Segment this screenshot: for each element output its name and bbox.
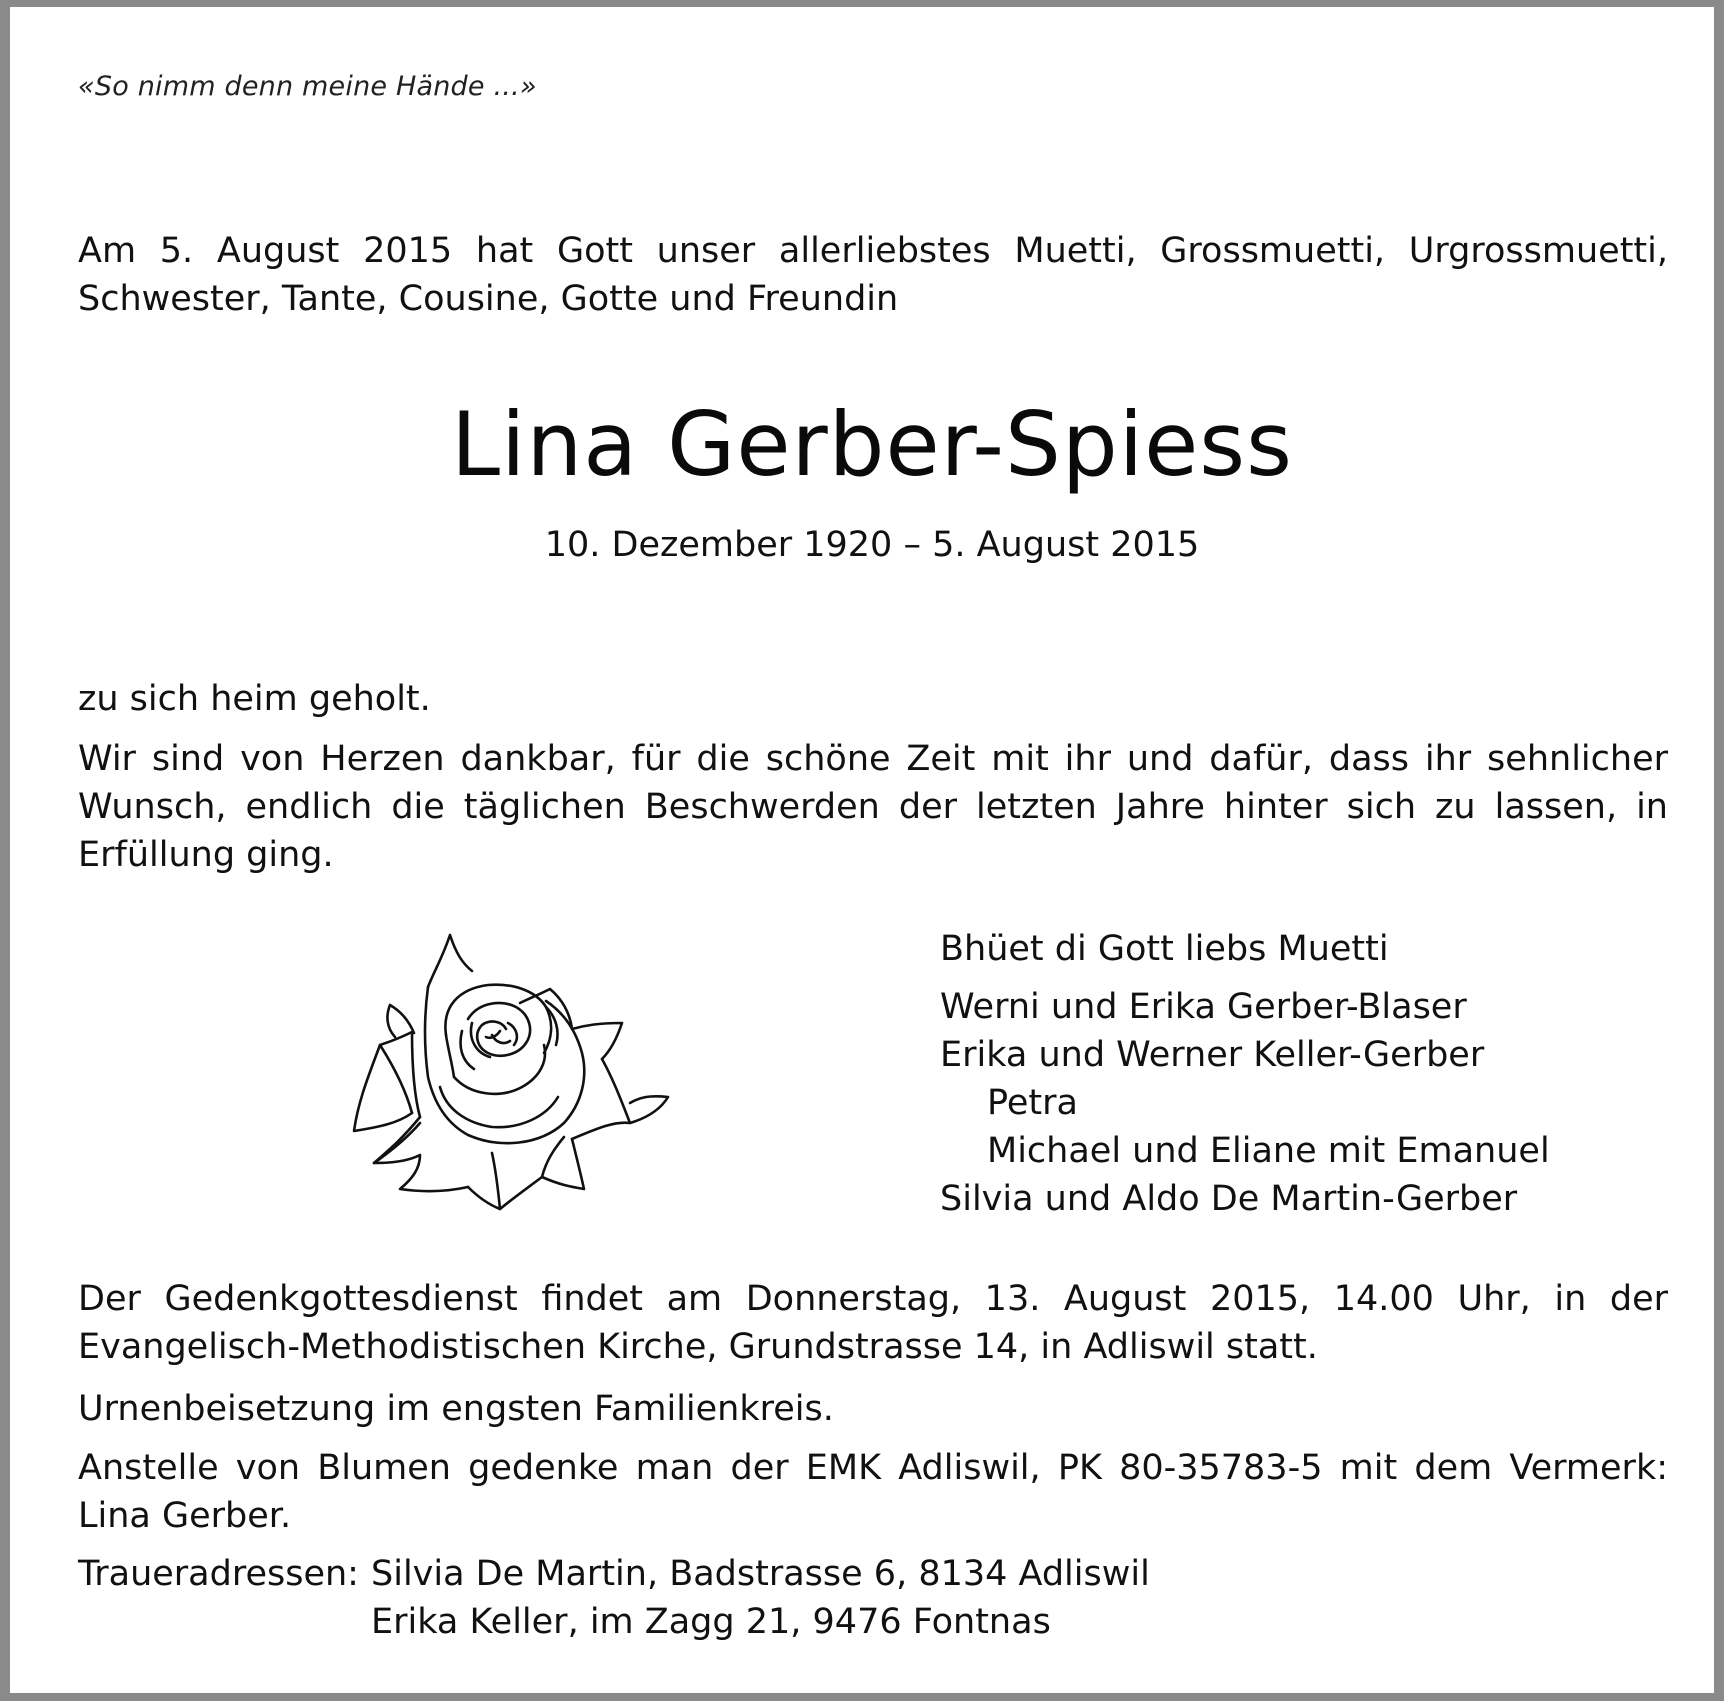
family-line: Petra [987,1083,1078,1123]
signature-block [940,925,1550,1223]
family-line: Silvia und Aldo De Martin-Gerber [940,1179,1518,1219]
family-line: Erika und Werner Keller-Gerber [940,1035,1485,1075]
family-line: Michael und Eliane mit Emanuel [987,1131,1550,1171]
donation-paragraph: Anstelle von Blumen gedenke man der EMK Adliswil, PK 80-35783-5 mit dem Vermerk: Lina Gerber. [78,1448,1668,1536]
farewell-line: Bhüet di Gott liebs Muetti [940,929,1389,969]
address-line: Silvia De Martin, Badstrasse 6, 8134 Adliswil [371,1554,1150,1594]
rose-icon [350,927,670,1212]
gratitude-paragraph: Wir sind von Herzen dankbar, für die schöne Zeit mit ihr und dafür, dass ihr sehnlicher Wunsch, endlich die täglichen Beschwerden der letzten Jahre hinter sich zu lassen, in Erfüllung ging. [78,739,1668,875]
family-line: Werni und Erika Gerber-Blaser [940,987,1467,1027]
intro-paragraph: Am 5. August 2015 hat Gott unser allerliebstes Muetti, Grossmuetti, Urgrossmuetti, Schwester, Tante, Cousine, Gotte und Freundin [78,231,1668,319]
addresses-list [371,1550,1150,1646]
burial-line: Urnenbeisetzung im engsten Familienkreis. [78,1389,834,1429]
homecoming-line: zu sich heim geholt. [78,679,431,719]
deceased-name: Lina Gerber-Spiess [451,393,1293,496]
address-line: Erika Keller, im Zagg 21, 9476 Fontnas [371,1602,1051,1642]
addresses-label: Traueradressen: [78,1554,359,1594]
service-paragraph: Der Gedenkgottesdienst findet am Donnerstag, 13. August 2015, 14.00 Uhr, in der Evangelisch-Methodistischen Kirche, Grundstrasse 14, in Adliswil statt. [78,1279,1668,1367]
life-dates: 10. Dezember 1920 – 5. August 2015 [544,525,1200,565]
motto: «So nimm denn meine Hände ...» [78,71,537,102]
